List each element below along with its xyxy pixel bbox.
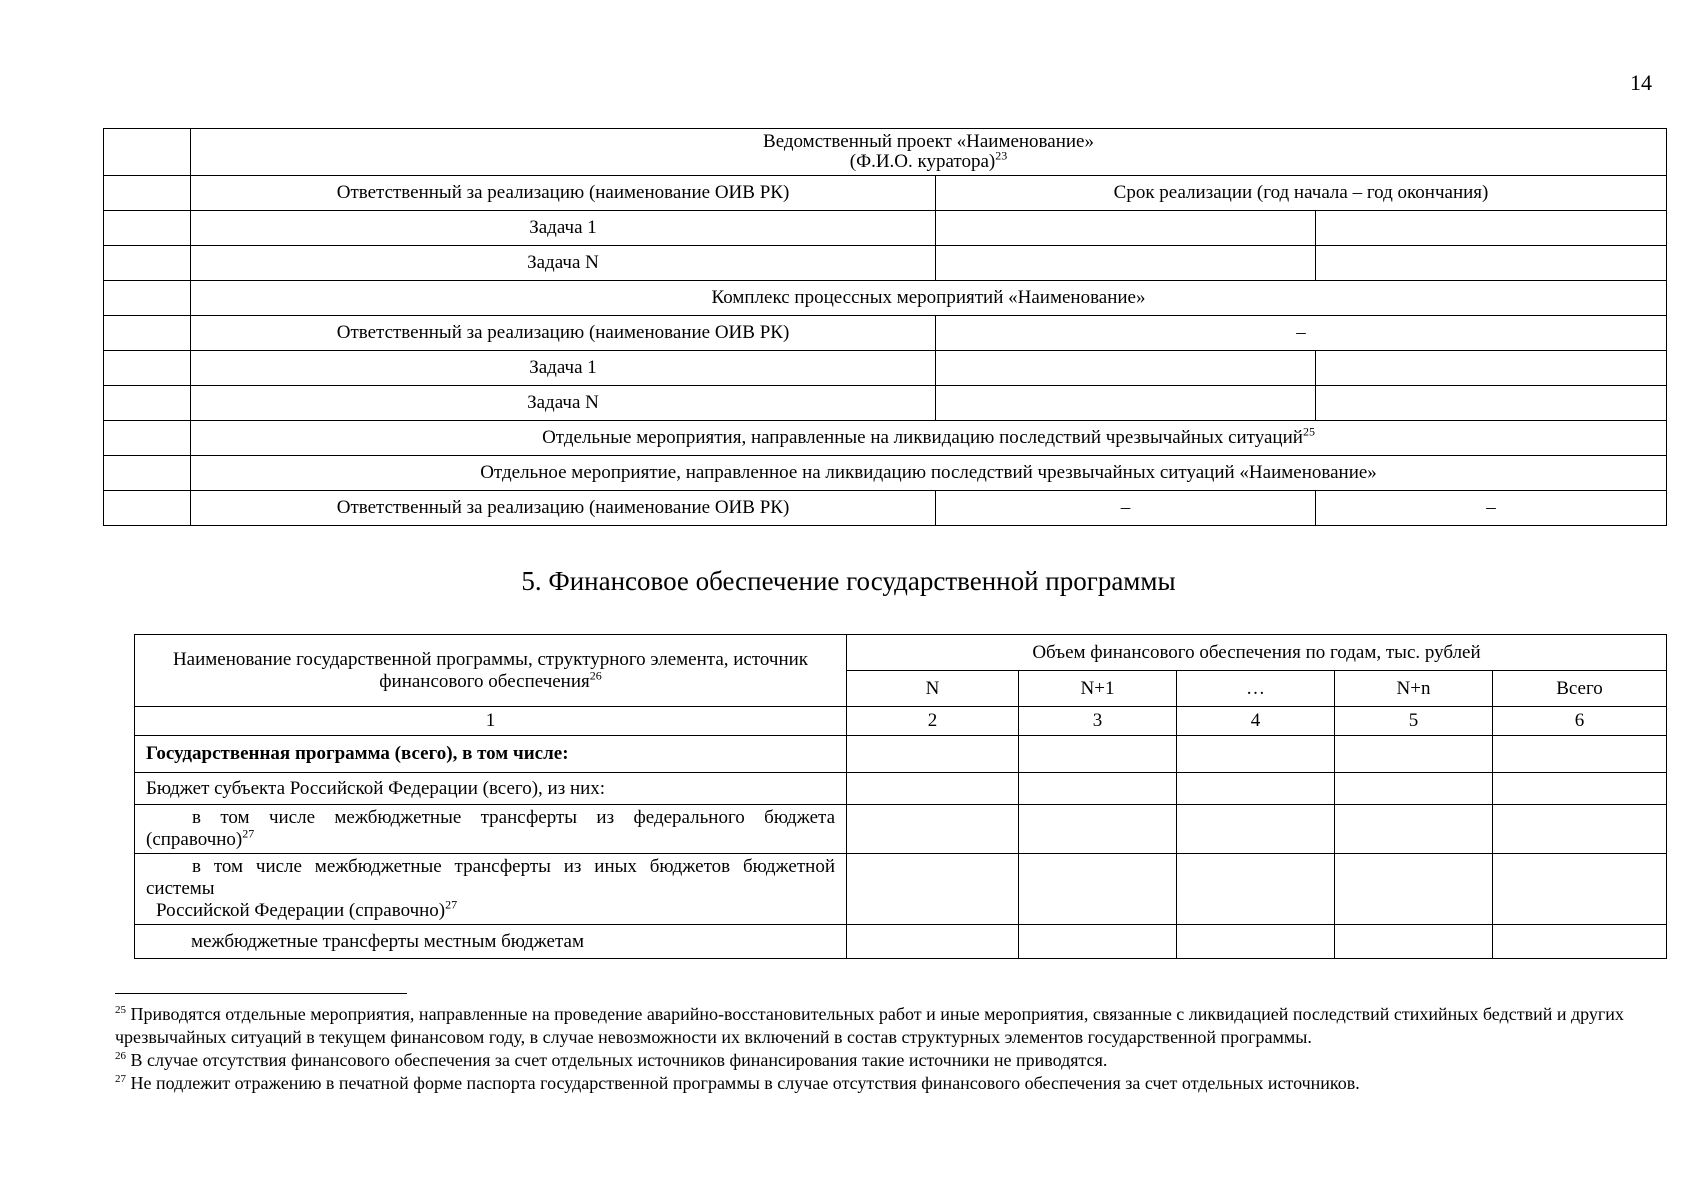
separate-title: Отдельные мероприятия, направленные на ликвидацию последствий чрезвычайных ситуаций: [542, 427, 1303, 448]
table-cell-empty: [1177, 773, 1335, 805]
table-cell-empty: [104, 129, 191, 176]
project-title: Ведомственный проект «Наименование»: [763, 131, 1094, 152]
structure-table: [103, 128, 1667, 526]
table-cell-empty: [104, 246, 191, 281]
table-row: [135, 773, 1667, 805]
table-row: [104, 316, 1667, 351]
table-cell-empty: [104, 176, 191, 211]
task-cell: Задача 1: [191, 351, 936, 386]
table-row: [104, 456, 1667, 491]
footnote-number: 27: [115, 1073, 126, 1085]
table-cell-empty: [104, 421, 191, 456]
footnotes: [115, 1003, 1635, 1095]
year-header: N: [847, 671, 1019, 707]
table-cell-empty: [1493, 805, 1667, 854]
responsible-cell: Ответственный за реализацию (наименование ОИВ РК): [191, 316, 936, 351]
column-number: 1: [135, 707, 847, 736]
footnote-ref: 27: [242, 826, 255, 841]
footnote-ref: 25: [1302, 424, 1315, 439]
table-cell-empty: [104, 351, 191, 386]
table-cell-empty: [847, 925, 1019, 959]
footnote-text: В случае отсутствия финансового обеспечения за счет отдельных источников финансирования такие источники не приводятся.: [130, 1050, 1108, 1070]
dash-cell: –: [936, 316, 1667, 351]
table-row: [104, 491, 1667, 526]
dash-cell: –: [1316, 491, 1667, 526]
table-cell-empty: [936, 211, 1316, 246]
federal-transfers-cell: [135, 805, 847, 854]
table-cell-empty: [1316, 246, 1667, 281]
task-cell: Задача N: [191, 386, 936, 421]
responsible-cell: Ответственный за реализацию (наименование ОИВ РК): [191, 176, 936, 211]
table-cell-empty: [847, 805, 1019, 854]
footnote-text: Приводятся отдельные мероприятия, направленные на проведение аварийно-восстановительных работ и иные мероприятия, связанные с ликвидацией последствий стихийных бедствий и других чрезвычайных ситуаций в текущем финансовом году, в случае невозможности их включений в состав структурных элементов государственной программы.: [115, 1004, 1624, 1047]
year-header: N+n: [1335, 671, 1493, 707]
table-cell-empty: [1335, 736, 1493, 773]
total-header: Всего: [1493, 671, 1667, 707]
table-cell-empty: [1493, 773, 1667, 805]
dash-cell: –: [936, 491, 1316, 526]
table-cell-empty: [1316, 211, 1667, 246]
table-cell-empty: [936, 246, 1316, 281]
table-cell-empty: [847, 773, 1019, 805]
other-transfers-cell: [135, 854, 847, 925]
table-cell-empty: [1177, 736, 1335, 773]
footnote-text: Не подлежит отражению в печатной форме паспорта государственной программы в случае отсутствия финансового обеспечения за счет отдельных источников.: [130, 1073, 1360, 1093]
table-cell-empty: [1177, 854, 1335, 925]
table-cell-empty: [1177, 925, 1335, 959]
page-number: 14: [1630, 70, 1652, 95]
table-cell-empty: [1335, 805, 1493, 854]
table-cell-empty: [1335, 773, 1493, 805]
federal-transfers-text: в том числе межбюджетные трансферты из федерального бюджета (справочно): [146, 807, 835, 850]
table-cell-empty: [1019, 773, 1177, 805]
curator-label: (Ф.И.О. куратора): [849, 151, 996, 172]
other-transfers-text-cont: [146, 897, 835, 922]
table-row: [104, 211, 1667, 246]
footnote-25: [115, 1003, 1635, 1049]
year-header: …: [1177, 671, 1335, 707]
footnote-number: 25: [115, 1004, 126, 1016]
regional-budget-cell: Бюджет субъекта Российской Федерации (всего), из них:: [135, 773, 847, 805]
task-cell: Задача 1: [191, 211, 936, 246]
complex-title-cell: Комплекс процессных мероприятий «Наименование»: [191, 281, 1667, 316]
responsible-cell: Ответственный за реализацию (наименование ОИВ РК): [191, 491, 936, 526]
project-title-cell: [191, 129, 1667, 176]
table-cell-empty: [1335, 925, 1493, 959]
footnote-ref: 26: [589, 668, 602, 683]
table-cell-empty: [847, 736, 1019, 773]
separate-item-cell: Отдельное мероприятие, направленное на ликвидацию последствий чрезвычайных ситуаций «Наименование»: [191, 456, 1667, 491]
section-title: 5. Финансовое обеспечение государственной программы: [521, 566, 1176, 596]
table-row: [135, 925, 1667, 959]
name-header: [135, 635, 847, 707]
table-row: [135, 854, 1667, 925]
column-number: 5: [1335, 707, 1493, 736]
table-row: [104, 281, 1667, 316]
table-row: [104, 351, 1667, 386]
table-cell-empty: [1019, 805, 1177, 854]
local-transfers-cell: межбюджетные трансферты местным бюджетам: [135, 925, 847, 959]
column-number: 6: [1493, 707, 1667, 736]
footnote-27: [115, 1072, 1635, 1095]
table-cell-empty: [1493, 854, 1667, 925]
table-row: [104, 176, 1667, 211]
column-number: 3: [1019, 707, 1177, 736]
footnote-number: 26: [115, 1050, 126, 1062]
table-cell-empty: [847, 854, 1019, 925]
footnote-divider: [115, 993, 407, 994]
table-cell-empty: [1019, 925, 1177, 959]
table-cell-empty: [104, 281, 191, 316]
table-cell-empty: [1316, 351, 1667, 386]
footnote-ref: 27: [445, 897, 458, 912]
table-cell-empty: [1177, 805, 1335, 854]
table-row: [104, 246, 1667, 281]
column-number: 2: [847, 707, 1019, 736]
program-total-cell: Государственная программа (всего), в том числе:: [135, 736, 847, 773]
table-cell-empty: [1316, 386, 1667, 421]
other-transfers-text: в том числе межбюджетные трансферты из иных бюджетов бюджетной системы: [146, 856, 835, 899]
table-row: [104, 421, 1667, 456]
table-cell-empty: [104, 316, 191, 351]
table-cell-empty: [1335, 854, 1493, 925]
table-header-row: [135, 635, 1667, 671]
table-cell-empty: [104, 491, 191, 526]
table-row: [104, 386, 1667, 421]
other-transfers-text-end: Российской Федерации (справочно): [156, 900, 446, 921]
name-header-text: Наименование государственной программы, структурного элемента, источник финансового обеспечения: [172, 648, 809, 692]
footnote-ref: 23: [995, 148, 1008, 163]
table-cell-empty: [936, 386, 1316, 421]
table-row: [135, 805, 1667, 854]
table-cell-empty: [1493, 736, 1667, 773]
table-cell-empty: [104, 456, 191, 491]
term-cell: Срок реализации (год начала – год окончания): [936, 176, 1667, 211]
footnote-26: [115, 1049, 1635, 1072]
year-header: N+1: [1019, 671, 1177, 707]
table-cell-empty: [936, 351, 1316, 386]
column-number-row: [135, 707, 1667, 736]
table-row: [104, 129, 1667, 176]
table-cell-empty: [1019, 854, 1177, 925]
table-cell-empty: [1019, 736, 1177, 773]
financing-table: [134, 634, 1667, 959]
table-cell-empty: [1493, 925, 1667, 959]
column-number: 4: [1177, 707, 1335, 736]
task-cell: Задача N: [191, 246, 936, 281]
volume-header: Объем финансового обеспечения по годам, тыс. рублей: [847, 635, 1667, 671]
table-row: [135, 736, 1667, 773]
table-cell-empty: [104, 386, 191, 421]
separate-title-cell: [191, 421, 1667, 456]
table-cell-empty: [104, 211, 191, 246]
